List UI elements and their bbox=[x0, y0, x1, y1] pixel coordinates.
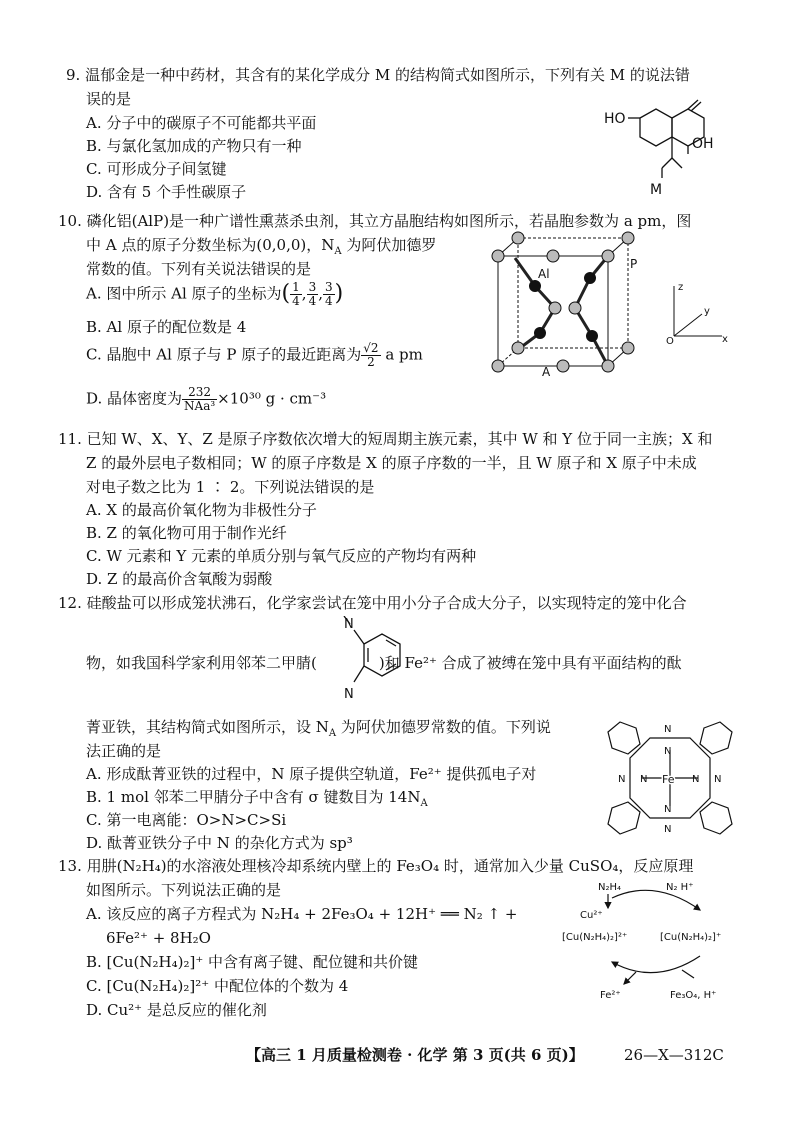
q13-fig-cu2-label: Cu²⁺ bbox=[580, 910, 603, 921]
q9-option-c: C. 可形成分子间氢键 bbox=[86, 160, 227, 178]
q12-fig-n-4: N bbox=[714, 774, 722, 785]
q12-fig-n-2: N bbox=[664, 824, 672, 835]
q10-option-b: B. Al 原子的配位数是 4 bbox=[86, 318, 247, 336]
q9-fig-m-label: M bbox=[650, 182, 663, 198]
q12-fig-n-7: N bbox=[640, 774, 648, 785]
q11-option-d: D. Z 的最高价含氧酸为弱酸 bbox=[86, 570, 273, 588]
q12-option-c: C. 第一电离能：O>N>C>Si bbox=[86, 811, 287, 829]
q10-fig-a-label: A bbox=[542, 365, 551, 378]
q10-axis-o-label: O bbox=[666, 336, 674, 347]
q9-structure-figure bbox=[600, 96, 720, 200]
q10-crystal-cell-figure bbox=[480, 228, 640, 378]
q9-option-d: D. 含有 5 个手性碳原子 bbox=[86, 183, 247, 201]
q9-stem-line2: 误的是 bbox=[86, 90, 132, 108]
q11-option-c: C. W 元素和 Y 元素的单质分别与氧气反应的产物均有两种 bbox=[86, 547, 477, 565]
q10-axis-x-label: x bbox=[722, 334, 728, 345]
q11-stem-line2: Z 的最外层电子数相同；W 的原子序数是 X 的原子序数的一半，且 W 原子和 X 原子中未成 bbox=[86, 454, 697, 472]
q12-fig-fe-label: Fe bbox=[662, 773, 675, 786]
q13-option-a-line1: A. 该反应的离子方程式为 N₂H₄ + 2Fe₃O₄ + 12H⁺ ══ N₂ ↑ + bbox=[86, 905, 518, 923]
q13-option-b: B. [Cu(N₂H₄)₂]⁺ 中含有离子键、配位键和共价键 bbox=[86, 953, 419, 971]
q10-option-a: A. 图中所示 Al 原子的坐标为( $\frac{1}{4}$ , $\frac{3}{4}$ , $\frac{3}{4}$ ) bbox=[86, 279, 344, 308]
q12-fig-n-bottom: N bbox=[344, 687, 354, 702]
q10-option-c: C. 晶胞中 Al 原子与 P 原子的最近距离为 $\frac{√2}{2}$ a pm bbox=[86, 341, 423, 370]
q12-fig-n-8: N bbox=[692, 774, 700, 785]
q13-stem-line1: 13. 用肼(N₂H₄)的水溶液处理核冷却系统内壁上的 Fe₃O₄ 时，通常加入少量 CuSO₄，反应原理 bbox=[58, 857, 694, 875]
page-footer-title: 【高三 1 月质量检测卷 · 化学 第 3 页(共 6 页)】 bbox=[246, 1046, 584, 1064]
q12-stem-line2: 物，如我国科学家利用邻苯二甲腈( )和 Fe²⁺ 合成了被缚在笼中具有平面结构的酞 bbox=[86, 654, 682, 672]
q10-stem-line3: 常数的值。下列有关说法错误的是 bbox=[86, 260, 312, 278]
q10-axes-figure bbox=[660, 278, 730, 348]
q9-stem-line1: 9. 温郁金是一种中药材，其含有的某化学成分 M 的结构简式如图所示，下列有关 M 的说法错 bbox=[66, 66, 690, 84]
q11-option-a: A. X 的最高价氧化物为非极性分子 bbox=[86, 501, 317, 519]
q13-option-a-line2: 6Fe²⁺ + 8H₂O bbox=[106, 929, 211, 947]
q11-option-b: B. Z 的氧化物可用于制作光纤 bbox=[86, 524, 287, 542]
q12-stem-line1: 12. 硅酸盐可以形成笼状沸石，化学家尝试在笼中用小分子合成大分子，以实现特定的笼中化合 bbox=[58, 594, 687, 612]
q13-fig-fe2-label: Fe²⁺ bbox=[600, 990, 621, 1001]
q13-fig-n2h-label: N₂ H⁺ bbox=[666, 882, 694, 893]
q11-stem-line3: 对电子数之比为 1 ∶ 2。下列说法错误的是 bbox=[86, 478, 375, 496]
q12-fig-n-3: N bbox=[618, 774, 626, 785]
q13-fig-cu-complex1-label: [Cu(N₂H₄)₂]⁺ bbox=[660, 932, 722, 943]
q13-mechanism-figure bbox=[560, 876, 740, 1006]
q12-phthalocyanine-figure bbox=[600, 708, 740, 848]
q13-option-c: C. [Cu(N₂H₄)₂]²⁺ 中配位体的个数为 4 bbox=[86, 977, 349, 995]
q12-fig-n-5: N bbox=[664, 746, 672, 757]
q10-stem-line2: 中 A 点的原子分数坐标为(0,0,0)，$N_A$ 为阿伏加德罗 bbox=[86, 236, 437, 257]
q9-fig-ho-label: HO bbox=[604, 111, 626, 127]
q12-option-a: A. 形成酞菁亚铁的过程中，N 原子提供空轨道，Fe²⁺ 提供孤电子对 bbox=[86, 765, 537, 783]
q13-fig-n2h4-label: N₂H₄ bbox=[598, 882, 622, 893]
q9-fig-oh-label: OH bbox=[692, 136, 714, 152]
q10-fig-al-label: Al bbox=[538, 267, 550, 281]
q10-axis-z-label: z bbox=[678, 282, 684, 293]
q10-fig-p-label: P bbox=[630, 257, 638, 271]
q12-stem-line3: 菁亚铁，其结构简式如图所示，设 $N_A$ 为阿伏加德罗常数的值。下列说 bbox=[86, 718, 551, 739]
q13-fig-cu-complex2-label: [Cu(N₂H₄)₂]²⁺ bbox=[562, 932, 628, 943]
q10-stem-line1: 10. 磷化铝(AlP)是一种广谱性熏蒸杀虫剂，其立方晶胞结构如图所示，若晶胞参数为 a pm，图 bbox=[58, 212, 692, 230]
q11-stem-line1: 11. 已知 W、X、Y、Z 是原子序数依次增大的短周期主族元素，其中 W 和 Y 位于同一主族；X 和 bbox=[58, 430, 713, 448]
q10-na-subscript: A bbox=[334, 246, 342, 257]
page-footer-code: 26—X—312C bbox=[624, 1046, 724, 1064]
q10-axis-y-label: y bbox=[704, 306, 710, 317]
q12-fig-n-1: N bbox=[664, 724, 672, 735]
q9-option-b: B. 与氯化氢加成的产物只有一种 bbox=[86, 137, 302, 155]
q12-fig-n-6: N bbox=[664, 804, 672, 815]
q12-option-d: D. 酞菁亚铁分子中 N 的杂化方式为 sp³ bbox=[86, 834, 353, 852]
q13-option-d: D. Cu²⁺ 是总反应的催化剂 bbox=[86, 1001, 267, 1019]
q13-fig-fe3o4-label: Fe₃O₄, H⁺ bbox=[670, 990, 717, 1001]
q13-stem-line2: 如图所示。下列说法正确的是 bbox=[86, 881, 282, 899]
q12-phthalonitrile-figure bbox=[324, 616, 414, 706]
q12-option-b: B. 1 mol 邻苯二甲腈分子中含有 σ 键数目为 $14N_A$ bbox=[86, 788, 428, 809]
q12-stem-line4: 法正确的是 bbox=[86, 742, 162, 760]
q10-option-d: D. 晶体密度为 $\frac{232}{\text{NAa³}}$ ×10³⁰ g · cm⁻³ bbox=[86, 385, 327, 414]
q9-option-a: A. 分子中的碳原子不可能都共平面 bbox=[86, 114, 317, 132]
q12-fig-n-top: N bbox=[344, 617, 354, 632]
